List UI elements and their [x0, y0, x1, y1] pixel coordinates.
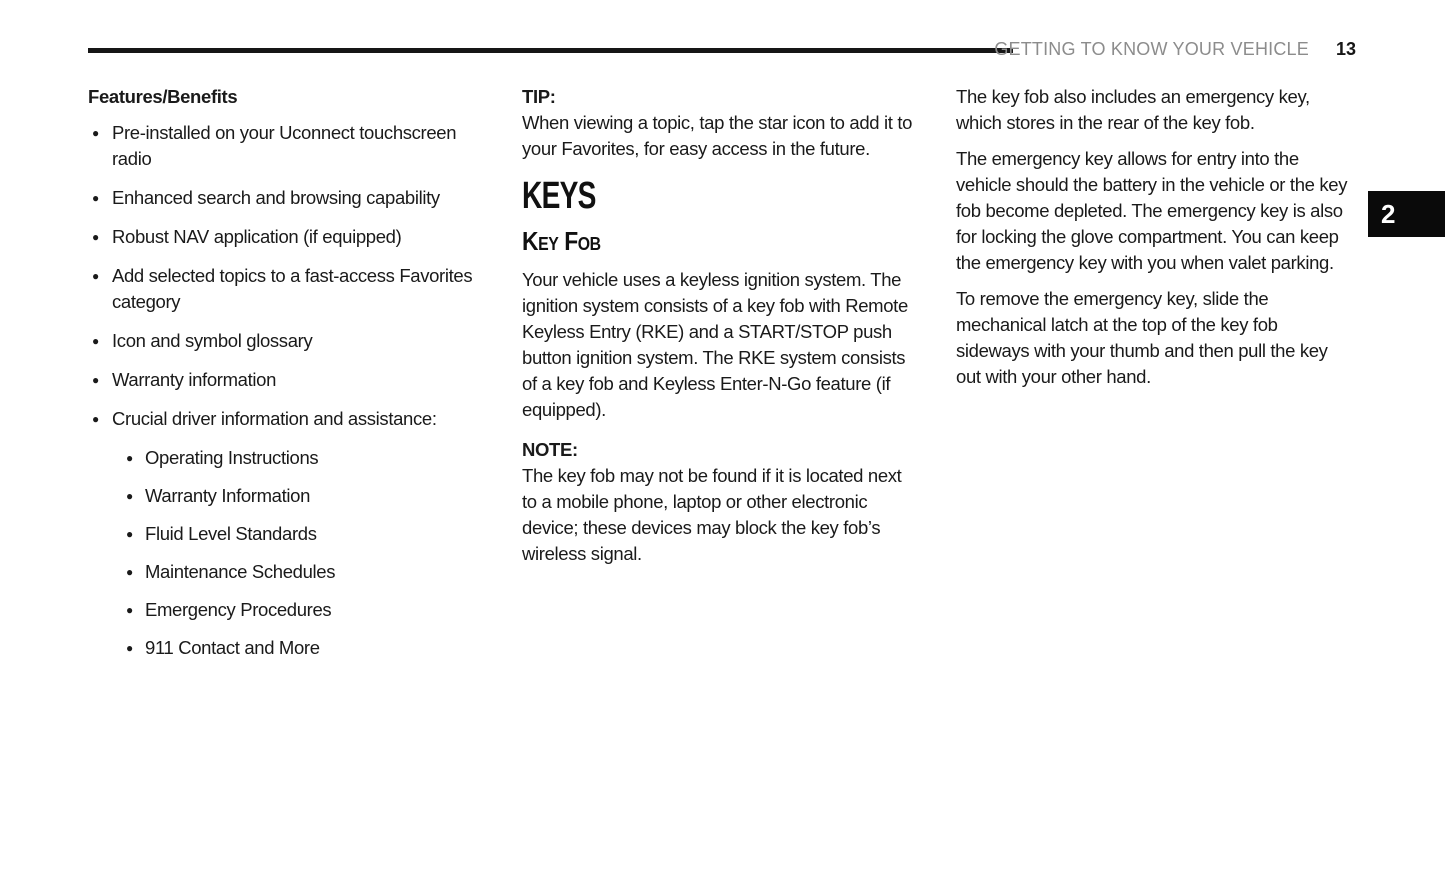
keys-section-heading: KEYS	[522, 175, 596, 217]
sub-list-item	[126, 521, 486, 547]
list-item	[88, 263, 486, 315]
sub-list-item-text: 911 Contact and More	[145, 637, 320, 658]
sub-list-item-text: Warranty Information	[145, 485, 311, 506]
list-item-text: Enhanced search and browsing capability	[112, 187, 440, 208]
emergency-key-paragraph: To remove the emergency key, slide the mechanical latch at the top of the key fob sideways with your thumb and then pull the key out with your other hand.	[956, 288, 1328, 387]
content-columns	[88, 84, 1354, 674]
features-benefits-list	[88, 120, 486, 661]
sub-list-item-text: Emergency Procedures	[145, 599, 332, 620]
running-head	[994, 39, 1356, 60]
header-rule	[88, 48, 1013, 53]
list-item-text: Add selected topics to a fast-access Favorites category	[112, 265, 473, 312]
sub-list-item	[126, 445, 486, 471]
column-keys	[522, 84, 920, 674]
features-benefits-heading: Features/Benefits	[88, 86, 238, 107]
list-item	[88, 224, 486, 250]
list-item	[88, 120, 486, 172]
list-item	[88, 328, 486, 354]
key-fob-subheading: Key Fob	[522, 226, 601, 256]
chapter-tab-number: 2	[1381, 198, 1396, 229]
sub-list-item-text: Fluid Level Standards	[145, 523, 317, 544]
sub-list-item-text: Operating Instructions	[145, 447, 319, 468]
key-fob-paragraph: Your vehicle uses a keyless ignition system. The ignition system consists of a key fob with Remote Keyless Entry (RKE) and a START/STOP push button ignition system. The RKE system consists of a key fob and Keyless Enter-N-Go feature (if equipped).	[522, 269, 908, 420]
list-item-text: Icon and symbol glossary	[112, 330, 313, 351]
sub-list-item	[126, 483, 486, 509]
list-item	[88, 367, 486, 393]
tip-text: When viewing a topic, tap the star icon to add it to your Favorites, for easy access in the future.	[522, 112, 913, 159]
sub-list-item-text: Maintenance Schedules	[145, 561, 336, 582]
sub-list-item	[126, 597, 486, 623]
sub-list-item	[126, 635, 486, 661]
driver-info-sublist	[126, 445, 486, 661]
list-item	[88, 185, 486, 211]
note-label: NOTE:	[522, 439, 578, 460]
list-item	[88, 406, 486, 661]
emergency-key-paragraph: The emergency key allows for entry into the vehicle should the battery in the vehicle or the key fob become depleted. The emergency key is also for locking the glove compartment. You can keep the emergency key with you when valet parking.	[956, 148, 1348, 273]
sub-list-item	[126, 559, 486, 585]
chapter-tab	[1368, 191, 1445, 237]
page-number: 13	[1335, 39, 1356, 59]
column-features-benefits	[88, 84, 486, 674]
list-item-text: Warranty information	[112, 369, 277, 390]
list-item-text: Crucial driver information and assistance:	[112, 408, 437, 429]
chapter-title: GETTING TO KNOW YOUR VEHICLE	[994, 39, 1309, 59]
note-text: The key fob may not be found if it is located next to a mobile phone, laptop or other electronic device; these devices may block the key fob’s wireless signal.	[522, 465, 902, 564]
list-item-text: Pre-installed on your Uconnect touchscreen radio	[112, 122, 457, 169]
list-item-text: Robust NAV application (if equipped)	[112, 226, 402, 247]
column-emergency-key	[956, 84, 1354, 674]
tip-label: TIP:	[522, 86, 556, 107]
emergency-key-paragraph: The key fob also includes an emergency key, which stores in the rear of the key fob.	[956, 86, 1310, 133]
